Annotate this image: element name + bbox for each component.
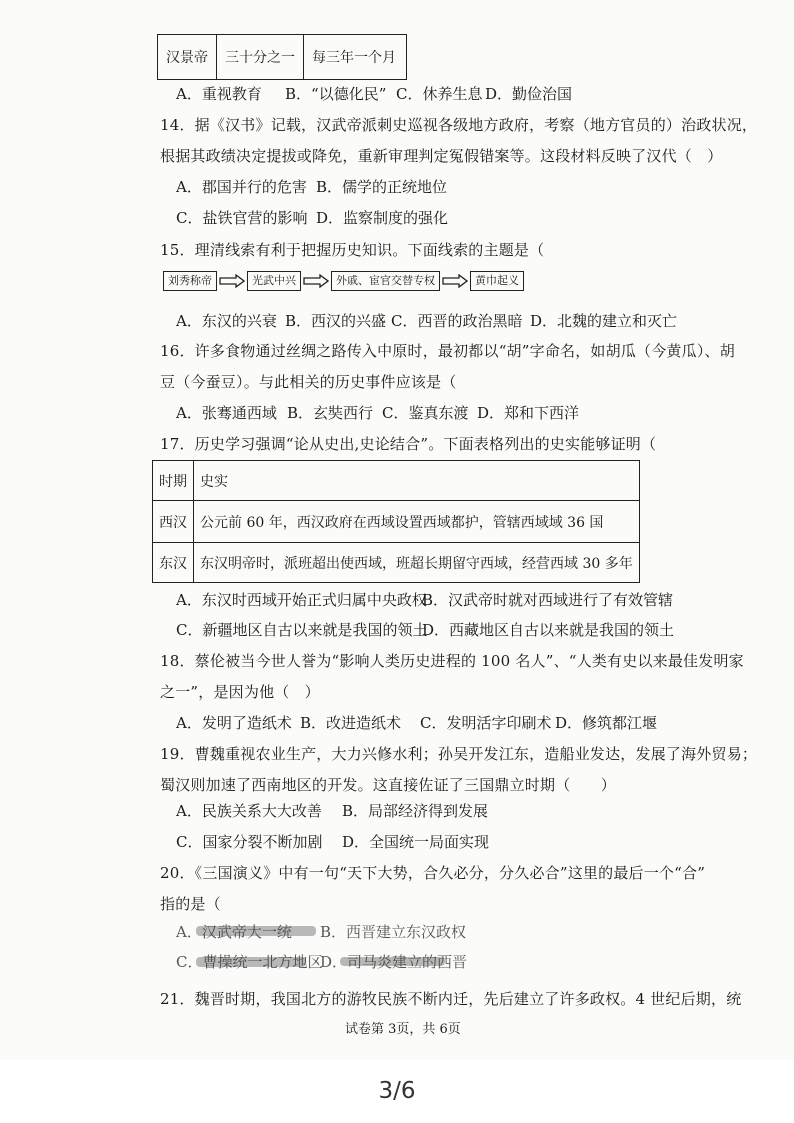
q20-option-c: C．曹操统一北方地区 — [176, 953, 323, 971]
q14-stem-line1: 14．据《汉书》记载，汉武帝派刺史巡视各级地方政府，考察（地方官员的）治政状况， — [160, 116, 758, 134]
q15-option-d: D．北魏的建立和灭亡 — [530, 312, 678, 330]
q20-option-b: B．西晋建立东汉政权 — [320, 923, 467, 941]
q15-stem: 15．理清线索有利于把握历史知识。下面线索的主题是（ — [160, 241, 545, 259]
q13-option-b: B．“以德化民” — [285, 85, 387, 103]
q14-option-c: C．盐铁官营的影响 — [176, 209, 308, 227]
q16-option-b: B．玄奘西行 — [287, 404, 374, 422]
q19-option-b: B．局部经济得到发展 — [342, 802, 489, 820]
q21-stem-line1: 21．魏晋时期，我国北方的游牧民族不断内迁，先后建立了许多政权。4 世纪后期，统 — [160, 990, 742, 1008]
q17-option-a: A．东汉时西域开始正式归属中央政权 — [176, 591, 427, 609]
page-indicator: 3/6 — [378, 1078, 416, 1104]
q18-option-b: B．改进造纸术 — [300, 714, 402, 732]
q14-stem-line2: 根据其政绩决定提拔或降免，重新审理判定冤假错案等。这段材料反映了汉代（ ） — [160, 147, 723, 165]
q16-option-c: C．鉴真东渡 — [382, 404, 469, 422]
q17-stem: 17．历史学习强调“论从史出,史论结合”。下面表格列出的史实能够证明（ — [160, 435, 657, 453]
clue-box: 光武中兴 — [247, 271, 301, 291]
clue-box: 黄巾起义 — [470, 271, 524, 291]
table-header-row — [153, 461, 640, 501]
table-cell: 西汉 — [153, 501, 194, 543]
page-footer: 试卷第 3页，共 6页 — [345, 1022, 461, 1037]
policy-table — [157, 34, 407, 80]
table-cell: 东汉 — [153, 543, 194, 583]
table-row — [153, 543, 640, 583]
q18-stem-line1: 18．蔡伦被当今世人誉为“影响人类历史进程的 100 名人”、“人类有史以来最佳发明家 — [160, 652, 744, 670]
q17-option-d: D．西藏地区自古以来就是我国的领土 — [422, 621, 675, 639]
table-cell: 东汉明帝时，派班超出使西域，班超长期留守西域，经营西域 30 多年 — [194, 543, 640, 583]
ink-smudge — [196, 957, 306, 967]
q18-option-c: C．发明活字印刷术 — [420, 714, 552, 732]
q20-stem-line2: 指的是（ — [160, 895, 221, 913]
q19-stem-line1: 19．曹魏重视农业生产，大力兴修水利；孙吴开发江东，造船业发达，发展了海外贸易； — [160, 745, 758, 763]
table-row — [158, 35, 407, 80]
q13-option-a: A．重视教育 — [176, 85, 262, 103]
q16-option-a: A．张骞通西域 — [176, 404, 277, 422]
q19-stem-line2: 蜀汉则加速了西南地区的开发。这直接佐证了三国鼎立时期（ ） — [160, 776, 617, 794]
clue-box: 刘秀称帝 — [163, 271, 217, 291]
q18-stem-line2: 之一”，是因为他（ ） — [160, 683, 320, 701]
table-cell: 三十分之一 — [217, 35, 304, 80]
table-header-period: 时期 — [153, 461, 194, 501]
q20-option-d: D．司马炎建立的西晋 — [320, 953, 468, 971]
q17-option-c: C．新疆地区自古以来就是我国的领土 — [176, 621, 428, 639]
q19-option-a: A．民族关系大大改善 — [176, 802, 322, 820]
q14-option-d: D．监察制度的强化 — [316, 209, 449, 227]
table-cell: 每三年一个月 — [304, 35, 407, 80]
q19-option-d: D．全国统一局面实现 — [342, 833, 490, 851]
ink-smudge — [196, 926, 316, 936]
table-cell: 汉景帝 — [158, 35, 217, 80]
table-row — [153, 501, 640, 543]
q17-facts-table — [152, 460, 640, 583]
q20-option-a: A．汉武帝大一统 — [176, 923, 292, 941]
table-cell: 公元前 60 年，西汉政府在西域设置西域都护，管辖西域域 36 国 — [194, 501, 640, 543]
q15-option-a: A．东汉的兴衰 — [176, 312, 277, 330]
right-arrow-icon — [303, 274, 329, 288]
q15-option-b: B．西汉的兴盛 — [285, 312, 387, 330]
right-arrow-icon — [219, 274, 245, 288]
right-arrow-icon — [442, 274, 468, 288]
q17-option-b: B．汉武帝时就对西域进行了有效管辖 — [422, 591, 674, 609]
clue-box: 外戚、宦官交替专权 — [331, 271, 440, 291]
q16-stem-line2: 豆（今蚕豆）。与此相关的历史事件应该是（ — [160, 373, 457, 391]
q13-option-d: D．勤俭治国 — [485, 85, 573, 103]
q20-stem-line1: 20．《三国演义》中有一句“天下大势，合久必分，分久必合”这里的最后一个“合” — [160, 864, 706, 882]
q15-option-c: C．西晋的政治黑暗 — [391, 312, 523, 330]
q15-clue-chain — [163, 270, 524, 292]
q18-option-d: D．修筑都江堰 — [555, 714, 658, 732]
q14-option-a: A．郡国并行的危害 — [176, 178, 307, 196]
q16-option-d: D．郑和下西洋 — [477, 404, 580, 422]
ink-smudge — [340, 957, 445, 966]
q16-stem-line1: 16．许多食物通过丝绸之路传入中原时，最初都以“胡”字命名，如胡瓜（今黄瓜）、胡 — [160, 342, 735, 360]
q14-option-b: B．儒学的正统地位 — [316, 178, 448, 196]
table-header-fact: 史实 — [194, 461, 640, 501]
q19-option-c: C．国家分裂不断加剧 — [176, 833, 323, 851]
q13-option-c: C．休养生息 — [396, 85, 483, 103]
q18-option-a: A．发明了造纸术 — [176, 714, 292, 732]
